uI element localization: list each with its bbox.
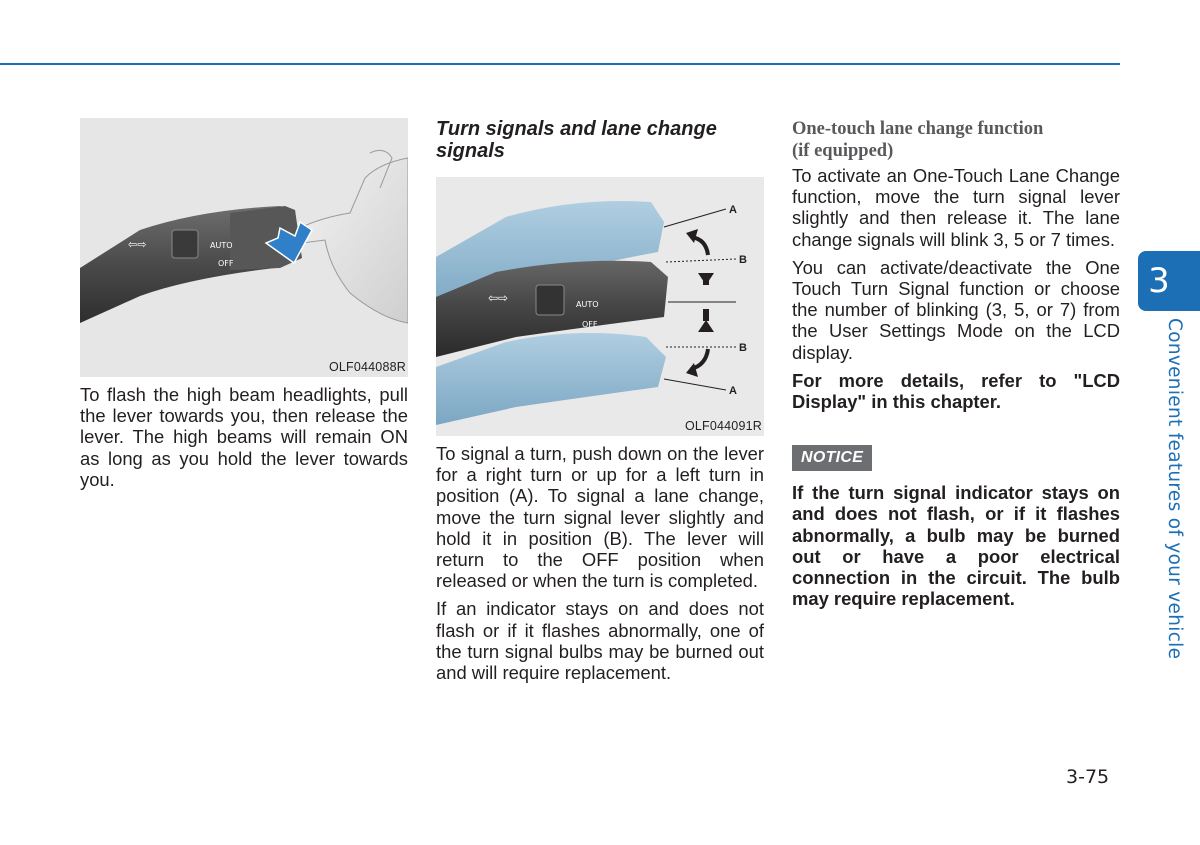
chapter-title: Convenient features of your vehicle bbox=[1164, 318, 1185, 660]
turn-signal-figure bbox=[436, 177, 764, 436]
svg-text:⇦⇨: ⇦⇨ bbox=[488, 291, 509, 305]
figure-code: OLF044088R bbox=[328, 360, 406, 374]
right-column bbox=[792, 118, 1120, 616]
svg-text:OFF: OFF bbox=[218, 259, 234, 268]
high-beam-illustration bbox=[80, 118, 408, 377]
auto-label: AUTO bbox=[576, 300, 599, 309]
turn-signals-heading: Turn signals and lane change signals bbox=[436, 118, 717, 162]
one-touch-heading bbox=[792, 118, 1120, 162]
figure-code: OLF044091R bbox=[684, 419, 762, 433]
user-settings-paragraph: You can activate/deactivate the One Touch Turn Signal function or choose the number of blinking (3, 5, or 7) from the User Settings Mode on the LCD display. bbox=[792, 256, 1120, 363]
svg-text:AUTO: AUTO bbox=[210, 241, 233, 250]
high-beam-paragraph: To flash the high beam headlights, pull the lever towards you, then release the lever. The high beams will remain ON as long as you hold the lever towards you. bbox=[80, 384, 408, 490]
label-a-bottom: A bbox=[729, 385, 737, 397]
chapter-tab bbox=[1138, 251, 1200, 311]
label-b-bottom: B bbox=[739, 342, 747, 354]
lcd-reference-paragraph: For more details, refer to "LCD Display" in this chapter. bbox=[792, 369, 1120, 413]
notice-badge: NOTICE bbox=[792, 445, 872, 471]
svg-text:⇦⇨: ⇦⇨ bbox=[128, 238, 147, 251]
top-rule bbox=[0, 63, 1120, 65]
label-a-top: A bbox=[729, 204, 737, 216]
one-touch-paragraph: To activate an One-Touch Lane Change function, move the turn signal lever slightly and then release it. The lane change signals will blink 3, 5 or 7 times. bbox=[792, 165, 1120, 250]
turn-signal-paragraph: To signal a turn, push down on the lever for a right turn or up for a left turn in position (A). To signal a lane change, move the turn signal lever slightly and hold it in position (B). The lever will return to the OFF position when released or when the turn is completed. bbox=[436, 443, 764, 592]
label-b-top: B bbox=[739, 254, 747, 266]
one-touch-heading-line2: (if equipped) bbox=[792, 141, 894, 161]
one-touch-heading-line1: One-touch lane change function bbox=[792, 119, 1044, 139]
middle-column bbox=[436, 118, 764, 690]
chapter-number: 3 bbox=[1148, 261, 1170, 301]
high-beam-figure bbox=[80, 118, 408, 377]
notice-text: If the turn signal indicator stays on and does not flash, or if it flashes abnormally, a bulb may be burned out or have a poor electrical connection in the circuit. The bulb may require replacement. bbox=[792, 482, 1120, 610]
turn-signal-illustration bbox=[436, 177, 764, 436]
off-label: OFF bbox=[582, 320, 598, 329]
page-number: 3-75 bbox=[1066, 766, 1110, 788]
left-column bbox=[80, 118, 408, 497]
indicator-paragraph: If an indicator stays on and does not flash or if it flashes abnormally, one of the turn signal bulbs may be burned out and will require replacement. bbox=[436, 598, 764, 684]
